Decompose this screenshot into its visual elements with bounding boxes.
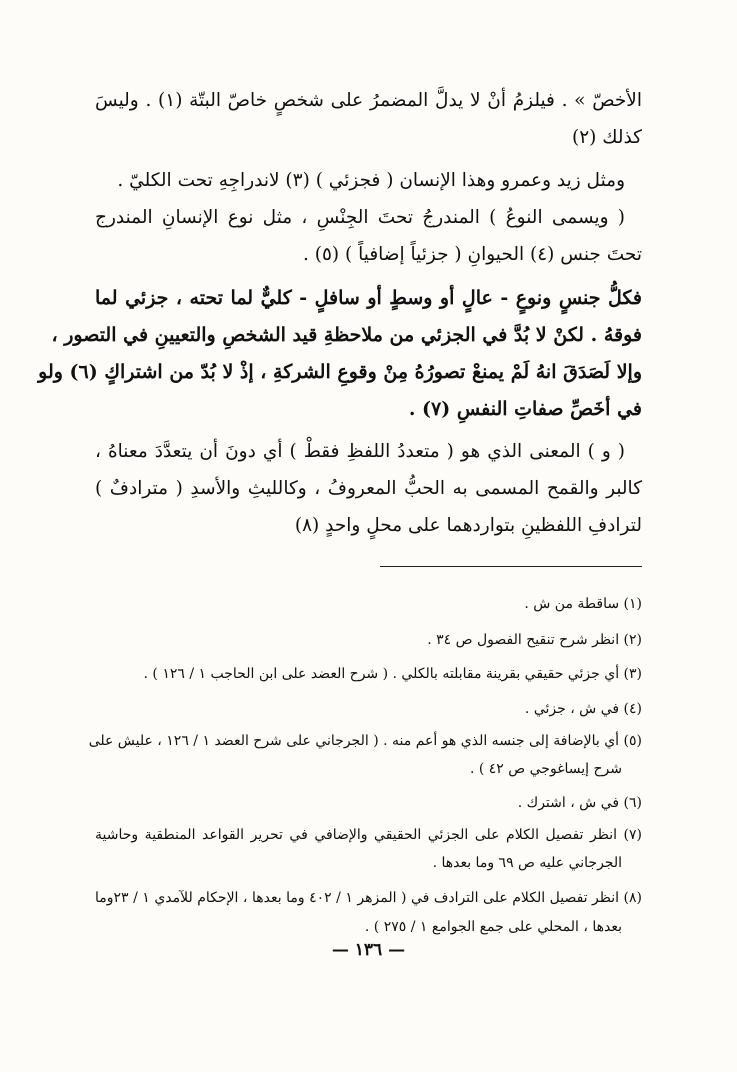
body-line-6: فكلُّ جنسٍ ونوعٍ - عالٍ أو وسطٍ أو سافلٍ - كليٌّ لما تحته ، جزئي لما [95,287,642,309]
footnote-8-line-2: بعدها ، المحلي على جمع الجوامع ١ / ٢٧٥ ) . [364,919,622,935]
footnote-6: (٦) في ش ، اشترك . [517,795,642,811]
footnote-5-line-1: (٥) أي بالإضافة إلى جنسه الذي هو أعم منه . ( الجرجاني على شرح العضد ١ / ١٢٦ ، عليش على [88,733,642,749]
footnote-3: (٣) أي جزئي حقيقي بقرينة مقابلته بالكلي . ( شرح العضد على ابن الحاجب ١ / ١٢٦ ) . [143,666,642,682]
footnote-1: (١) ساقطة من ش . [524,596,642,612]
body-line-8: وإلا لَصَدَقَ انهُ لَمْ يمنعْ تصورُهُ مِنْ وقوعِ الشركةِ ، إذْ لا بُدّ من اشتراكٍ (٦) ولو [38,361,642,383]
footnote-2: (٢) انظر شرح تنقيح الفصول ص ٣٤ . [427,632,642,648]
footnote-4: (٤) في ش ، جزئي . [524,701,642,717]
body-line-12: لترادفِ اللفظينِ بتواردهما على محلٍ واحدٍ (٨) [294,515,642,536]
footnote-7-line-2: الجرجاني عليه ص ٦٩ وما بعدها . [432,855,622,871]
body-line-7: فوقهُ . لكنْ لا بُدَّ في الجزئي من ملاحظةِ قيد الشخصِ والتعيينِ في التصور ، [51,324,642,346]
footnote-8-line-1: (٨) انظر تفصيل الكلام على الترادف في ( المزهر ١ / ٤٠٢ وما بعدها ، الإحكام للآمدي ١ / ٢٣وما [95,890,643,906]
body-line-3: ومثل زيد وعمرو وهذا الإنسان ( فجزئي ) (٣) لاندراجِهِ تحت الكليّ . [117,170,625,191]
page-number: — ١٣٦ — [331,940,406,960]
footnote-separator [380,566,642,567]
body-line-5: تحتَ جنس (٤) الحيوانِ ( جزئياً إضافياً ) (٥) . [302,244,642,265]
body-line-4: ( ويسمى النوعُ ) المندرجُ تحتَ الجِنْسِ ، مثل نوع الإنسانِ المندرج [95,207,625,228]
footnote-5-line-2: شرح إيساغوجي ص ٤٢ ) . [469,761,622,777]
body-line-9: في أخَصِّ صفاتِ النفسِ (٧) . [408,398,642,420]
body-line-1: الأخصّ » . فيلزمُ أنْ لا يدلَّ المضمرُ على شخصٍ خاصّ البتّة (١) . وليسَ [95,90,642,111]
body-line-10: ( و ) المعنى الذي هو ( متعددُ اللفظِ فقطْ ) أي دونَ أن يتعدَّدَ معناهُ ، [95,441,625,462]
body-line-11: كالبر والقمح المسمى به الحبُّ المعروفُ ، وكالليثِ والأسدِ ( مترادفٌ ) [95,478,642,499]
body-line-2: كذلك (٢) [571,127,642,148]
footnote-7-line-1: (٧) انظر تفصيل الكلام على الجزئي الحقيقي والإضافي في تحرير القواعد المنطقية وحاشية [95,827,642,843]
